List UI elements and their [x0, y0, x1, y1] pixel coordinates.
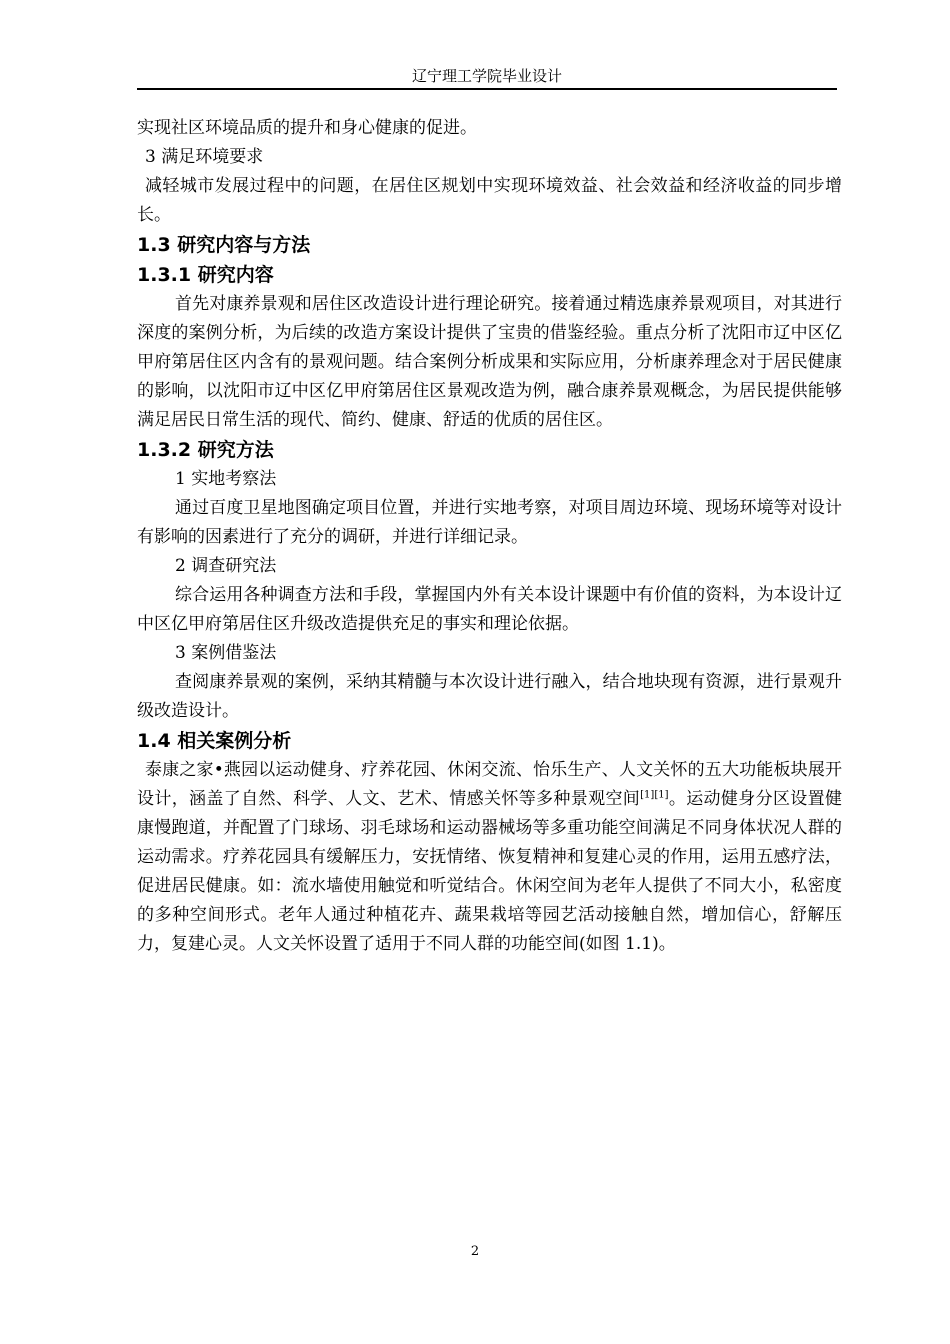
- page-number: 2: [470, 1244, 480, 1259]
- paragraph-text: 泰康之家•燕园以运动健身、疗养花园、休闲交流、怡乐生产、人文关怀的五大功能板块展开设计，涵盖了自然、科学、人文、艺术、情感关怀等多种景观空间: [137, 760, 842, 809]
- list-item-title: 3 满足环境要求: [145, 147, 264, 167]
- paragraph: 减轻城市发展过程中的问题，在居住区规划中实现环境效益、社会效益和经济收益的同步增长。: [137, 176, 842, 225]
- document-body: [137, 114, 842, 959]
- subsection-heading: 1.3.1 研究内容: [137, 264, 274, 286]
- subsection-heading: 1.3.2 研究方法: [137, 439, 274, 461]
- paragraph: 通过百度卫星地图确定项目位置，并进行实地考察，对项目周边环境、现场环境等对设计有影响的因素进行了充分的调研，并进行详细记录。: [137, 498, 842, 547]
- paragraph: 查阅康养景观的案例，采纳其精髓与本次设计进行融入，结合地块现有资源，进行景观升级改造设计。: [137, 672, 842, 721]
- method-title: 3 案例借鉴法: [175, 643, 277, 663]
- paragraph-text: 。运动健身分区设置健康慢跑道，并配置了门球场、羽毛球场和运动器械场等多重功能空间满足不同身体状况人群的运动需求。疗养花园具有缓解压力，安抚情绪、恢复精神和复建心灵的作用，运用五感疗法，促进居民健康。如：流水墙使用触觉和听觉结合。休闲空间为老年人提供了不同大小，私密度的多种空间形式。老年人通过种植花卉、蔬果栽培等园艺活动接触自然，增加信心，舒解压力，复建心灵。人文关怀设置了适用于不同人群的功能空间(如图 1.1)。: [137, 789, 843, 954]
- paragraph: 首先对康养景观和居住区改造设计进行理论研究。接着通过精选康养景观项目，对其进行深度的案例分析，为后续的改造方案设计提供了宝贵的借鉴经验。重点分析了沈阳市辽中区亿甲府第居住区内含有的景观问题。结合案例分析成果和实际应用，分析康养理念对于居民健康的影响，以沈阳市辽中区亿甲府第居住区景观改造为例，融合康养景观概念，为居民提供能够满足居民日常生活的现代、简约、健康、舒适的优质的居住区。: [137, 294, 842, 430]
- page-header: [137, 66, 837, 90]
- paragraph: [137, 756, 842, 959]
- citation-ref: [1]: [640, 789, 655, 801]
- header-title: 辽宁理工学院毕业设计: [411, 67, 562, 85]
- citation-ref: [1]: [654, 789, 669, 801]
- section-heading: 1.4 相关案例分析: [137, 730, 292, 752]
- method-title: 2 调查研究法: [175, 556, 277, 576]
- paragraph: 实现社区环境品质的提升和身心健康的促进。: [137, 118, 477, 138]
- section-heading: 1.3 研究内容与方法: [137, 234, 311, 256]
- method-title: 1 实地考察法: [175, 469, 277, 489]
- paragraph: 综合运用各种调查方法和手段，掌握国内外有关本设计课题中有价值的资料，为本设计辽中区亿甲府第居住区升级改造提供充足的事实和理论依据。: [137, 585, 842, 634]
